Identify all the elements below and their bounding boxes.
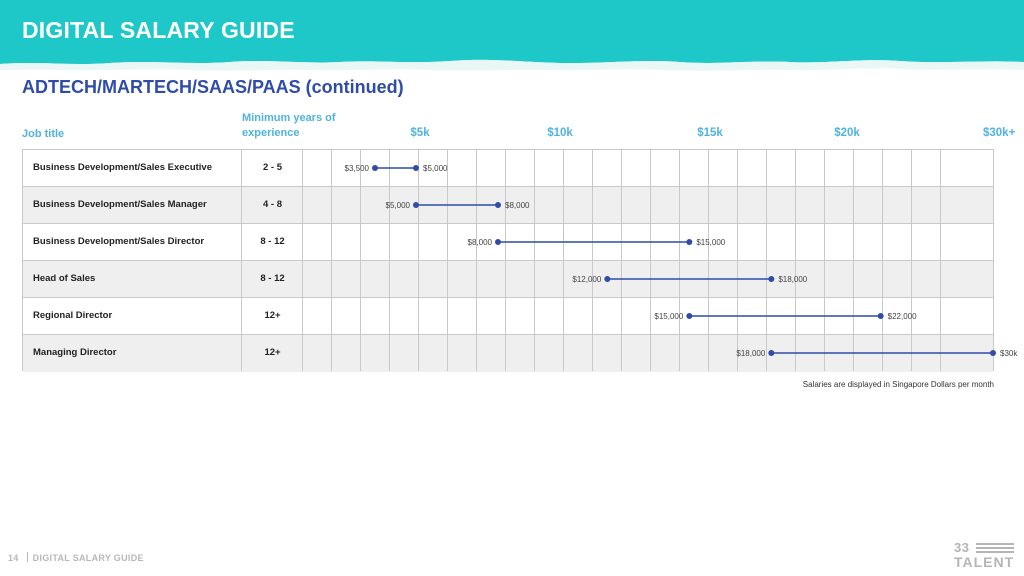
min-salary-label: $8,000 — [467, 238, 492, 247]
footer — [8, 552, 144, 563]
min-salary-point — [495, 239, 501, 245]
max-salary-label: $15,000 — [696, 238, 726, 247]
min-salary-label: $3,500 — [344, 164, 369, 173]
job-title-cell: Head of Sales — [33, 273, 96, 284]
max-salary-label: $8,000 — [505, 201, 530, 210]
x-tick-label: $5k — [410, 127, 430, 139]
footer-divider — [27, 552, 28, 562]
page-title: DIGITAL SALARY GUIDE — [22, 17, 295, 43]
x-tick-label: $15k — [697, 127, 723, 139]
max-salary-label: $30k — [1000, 349, 1018, 358]
max-salary-label: $22,000 — [887, 312, 917, 321]
min-salary-label: $15,000 — [654, 312, 684, 321]
max-salary-label: $5,000 — [423, 164, 448, 173]
min-salary-point — [372, 165, 378, 171]
x-tick-label: $20k — [834, 127, 860, 139]
min-salary-point — [768, 350, 774, 356]
brand-logo — [954, 540, 1016, 570]
max-salary-point — [413, 165, 419, 171]
logo-number: 33 — [954, 540, 970, 555]
max-salary-point — [686, 239, 692, 245]
min-salary-point — [413, 202, 419, 208]
min-salary-label: $5,000 — [385, 201, 410, 210]
min-salary-label: $18,000 — [736, 349, 766, 358]
years-cell: 8 - 12 — [260, 273, 285, 284]
max-salary-point — [878, 313, 884, 319]
years-cell: 12+ — [264, 347, 281, 358]
job-title-cell: Regional Director — [33, 310, 113, 321]
min-years-column-header: Minimum years of experience — [242, 112, 336, 139]
job-title-column-header: Job title — [22, 128, 65, 140]
max-salary-point — [990, 350, 996, 356]
job-title-cell: Business Development/Sales Executive — [33, 162, 212, 173]
section-title: ADTECH/MARTECH/SAAS/PAAS (continued) — [22, 77, 404, 97]
years-cell: 4 - 8 — [262, 199, 282, 210]
max-salary-label: $18,000 — [778, 275, 808, 284]
x-tick-label: $10k — [547, 127, 573, 139]
currency-footnote: Salaries are displayed in Singapore Dollars per month — [802, 380, 994, 389]
years-cell: 2 - 5 — [262, 162, 282, 173]
logo-word: TALENT — [954, 554, 1015, 570]
job-title-cell: Business Development/Sales Manager — [33, 199, 207, 210]
footer-label: DIGITAL SALARY GUIDE — [32, 553, 144, 563]
min-salary-point — [686, 313, 692, 319]
years-cell: 8 - 12 — [260, 236, 285, 247]
min-salary-point — [604, 276, 610, 282]
max-salary-point — [768, 276, 774, 282]
min-salary-label: $12,000 — [572, 275, 602, 284]
years-cell: 12+ — [264, 310, 281, 321]
job-title-cell: Managing Director — [33, 347, 117, 358]
page-number: 14 — [8, 553, 19, 563]
x-tick-label: $30k+ — [983, 127, 1016, 139]
job-title-cell: Business Development/Sales Director — [33, 236, 205, 247]
max-salary-point — [495, 202, 501, 208]
